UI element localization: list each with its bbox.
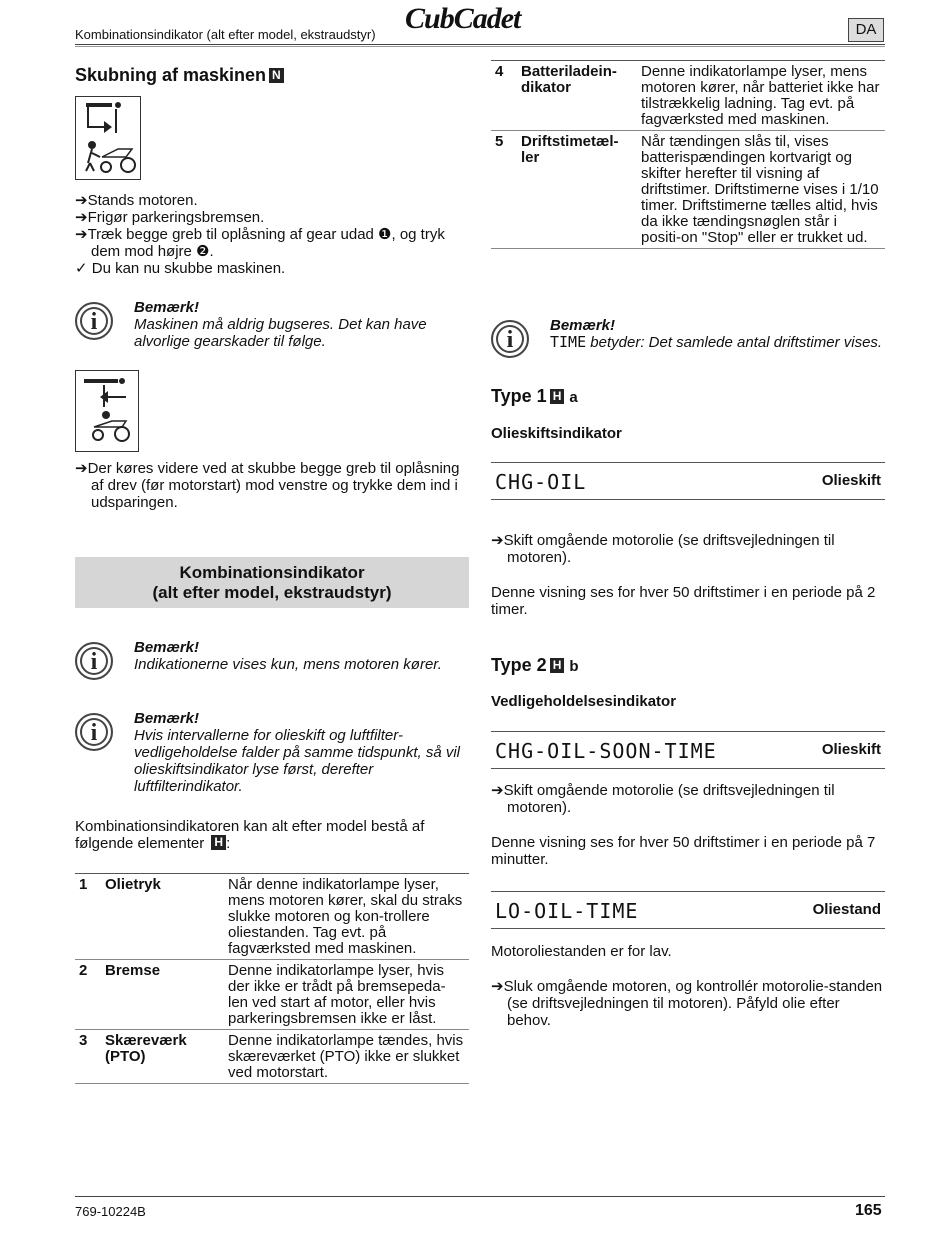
display-label: Oliestand: [812, 901, 881, 918]
segment-display-text: LO-OIL-TIME: [495, 899, 639, 923]
list-item: ➔Der køres videre ved at skubbe begge greb til oplåsning af drev (før motorstart) mod venstre og trykke dem ind i udsparingen.: [75, 460, 460, 511]
indicator-table-left: [75, 873, 469, 1084]
check-icon: ✓: [75, 260, 92, 277]
list-item: ➔Stands motoren.: [75, 192, 198, 209]
section-title-pushing: Skubning af maskinen N: [75, 65, 284, 86]
table-row: 4 Batteriladein-dikator Denne indikatorlampe lyser, mens motoren kører, når batteriet ikke har tilstrækkelig ladning. Tag evt. på fagværksted med maskinen.: [491, 61, 885, 131]
header-rule: [75, 44, 885, 47]
table-row: 3 Skæreværk (PTO) Denne indikatorlampe tændes, hvis skæreværket (PTO) ikke er slukket ved motorstart.: [75, 1030, 469, 1084]
display-oil-change-soon: [491, 731, 885, 769]
note-box-3: Bemærk! Hvis intervallerne for olieskift og luftfilter-vedligeholdelse falder på samme tidspunkt, så vil olieskiftsindikator lyse først, derefter luftfilterindikator.: [134, 710, 461, 795]
steps-list-1: [75, 192, 469, 277]
section-heading-combination-indicator: Kombinationsindikator (alt efter model, ekstraudstyr): [75, 557, 469, 608]
type2-heading: Type 2 H b: [491, 655, 579, 675]
table-row: 2 Bremse Denne indikatorlampe lyser, hvis der ikke er trådt på bremsepeda-len ved start af motor, eller hvis parkeringsbremsen ikke er låst.: [75, 960, 469, 1030]
drive-lock-icon: [76, 371, 138, 451]
list-item: ➔Frigør parkeringsbremsen.: [75, 209, 265, 226]
indicator-table-right: [491, 60, 885, 249]
display-label: Olieskift: [821, 741, 881, 758]
illustration-push-release: [75, 96, 141, 180]
list-item: ✓ Du kan nu skubbe maskinen.: [75, 260, 286, 277]
arrow-icon: ➔: [75, 226, 88, 243]
info-icon: [75, 713, 113, 751]
type2-subheading: Vedligeholdelsesindikator: [491, 693, 677, 710]
segment-display-text: CHG-OIL: [495, 470, 587, 494]
note-box-4: Bemærk! TIME betyder: Det samlede antal driftstimer vises.: [550, 317, 883, 351]
table-row: 1 Olietryk Når denne indikatorlampe lyser, mens motoren kører, skal du straks slukke motoren og kon-trollere oliestanden. Tag evt. på fagværksted med maskinen.: [75, 874, 469, 960]
low-oil-instructions: Motoroliestanden er for lav. ➔Sluk omgående motoren, og kontrollér motorolie-standen (se driftsvejledningen til motoren). Påfyld olie efter behov.: [491, 943, 885, 1029]
segment-display-text: CHG-OIL-SOON-TIME: [495, 739, 717, 763]
list-item: ➔Sluk omgående motoren, og kontrollér motorolie-standen (se driftsvejledningen til motoren). Påfyld olie efter behov.: [491, 978, 883, 1029]
language-badge: DA: [848, 18, 884, 42]
type1-subheading: Olieskiftsindikator: [491, 425, 622, 442]
steps-list-2: [75, 460, 469, 511]
type1-heading: Type 1 H a: [491, 386, 578, 406]
document-number: 769-10224B: [75, 1204, 146, 1219]
footer-rule: [75, 1196, 885, 1197]
display-low-oil: [491, 891, 885, 929]
page-number: 165: [855, 1202, 882, 1219]
figure-ref-badge: H: [211, 835, 226, 850]
brand-logo: CubCadet: [405, 2, 521, 35]
info-icon: [491, 320, 529, 358]
arrow-icon: ➔: [491, 782, 504, 799]
push-release-icon: [76, 97, 140, 179]
arrow-icon: ➔: [75, 209, 88, 226]
segment-display-text: TIME: [550, 333, 587, 351]
display-label: Olieskift: [821, 472, 881, 489]
figure-ref-badge: H: [550, 658, 565, 673]
note-box-2: Bemærk! Indikationerne vises kun, mens motoren kører.: [134, 639, 442, 673]
list-item: ➔Skift omgående motorolie (se driftsvejledningen til motoren).: [491, 532, 835, 566]
type1-instructions: ➔Skift omgående motorolie (se driftsvejledningen til motoren). Denne visning ses for hver 50 driftstimer i en periode på 2 timer.: [491, 532, 885, 618]
info-icon: [75, 642, 113, 680]
figure-ref-badge: H: [550, 389, 565, 404]
table-row: 5 Driftstimetæl-ler Når tændingen slås til, vises batterispændingen kortvarigt og skifter herefter til visning af driftstimer. Driftstimerne vises i 1/10 timer. Driftstimerne tælles altid, hvis da ikke tændingsnøglen står i positi-on "Stop" eller er trukket ud.: [491, 131, 885, 249]
note-box-1: Bemærk! Maskinen må aldrig bugseres. Det kan have alvorlige gearskader til følge.: [134, 299, 427, 350]
arrow-icon: ➔: [491, 532, 504, 549]
type2-instructions: ➔Skift omgående motorolie (se driftsvejledningen til motoren). Denne visning ses for hver 50 driftstimer i en periode på 7 minutter.: [491, 782, 885, 868]
arrow-icon: ➔: [75, 460, 88, 477]
running-header: Kombinationsindikator (alt efter model, ekstraudstyr): [75, 27, 376, 42]
arrow-icon: ➔: [491, 978, 504, 995]
info-icon: [75, 302, 113, 340]
figure-ref-badge: N: [269, 68, 284, 83]
list-item: ➔Skift omgående motorolie (se driftsvejledningen til motoren).: [491, 782, 835, 816]
display-oil-change: [491, 462, 885, 500]
arrow-icon: ➔: [75, 192, 88, 209]
intro-paragraph: Kombinationsindikatoren kan alt efter model bestå af følgende elementer H :: [75, 818, 425, 852]
list-item: ➔Træk begge greb til oplåsning af gear udad ❶, og tryk dem mod højre ❷.: [75, 226, 445, 260]
illustration-drive-lock: [75, 370, 139, 452]
